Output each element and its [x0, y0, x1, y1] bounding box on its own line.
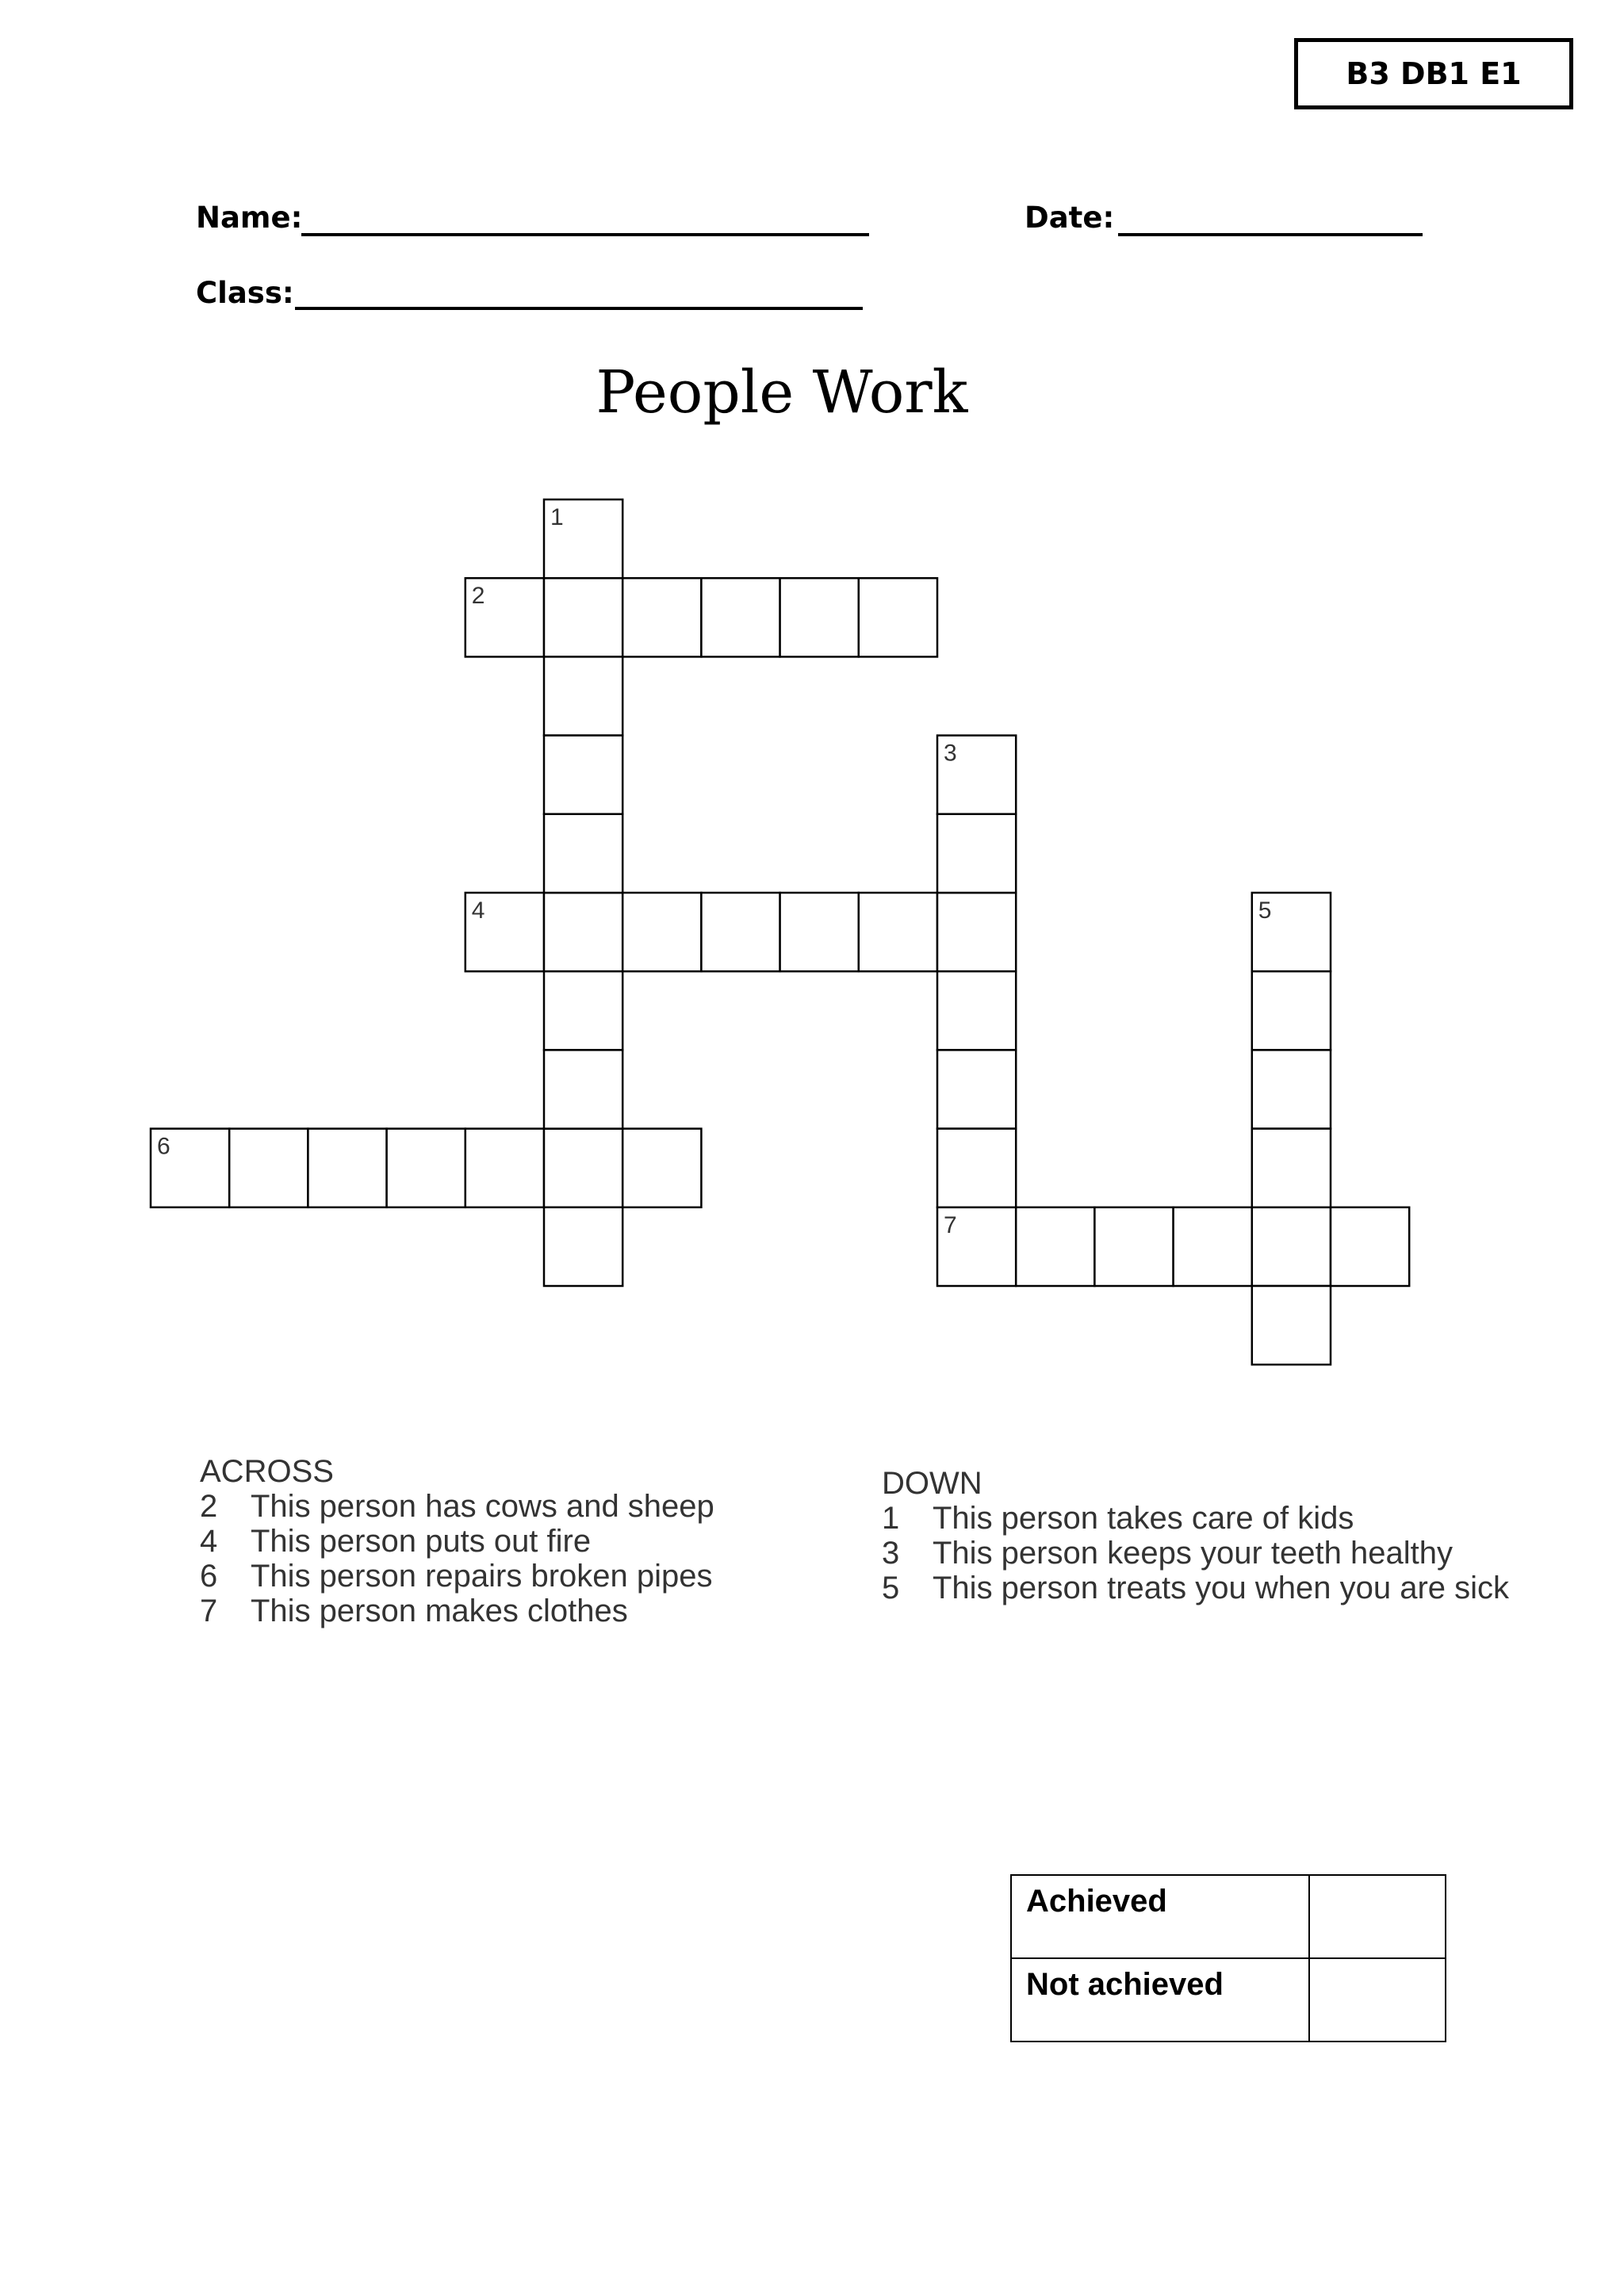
crossword-cell[interactable]	[151, 1129, 229, 1207]
crossword-cell[interactable]	[465, 1129, 544, 1207]
achieved-row	[1011, 1875, 1446, 1958]
clue-text: This person has cows and sheep	[251, 1489, 714, 1524]
not-achieved-checkbox[interactable]	[1309, 1958, 1446, 2042]
crossword-cell[interactable]	[701, 893, 779, 971]
crossword-cell[interactable]	[622, 893, 701, 971]
crossword-cell[interactable]	[622, 578, 701, 656]
clue-item	[882, 1501, 1509, 1536]
crossword-cell[interactable]	[465, 578, 544, 656]
cell-number: 4	[471, 897, 485, 924]
crossword-cell[interactable]	[1016, 1207, 1094, 1286]
cell-number: 1	[550, 504, 564, 530]
crossword-cell[interactable]	[465, 893, 544, 971]
clue-number: 3	[882, 1536, 900, 1571]
date-field[interactable]	[1118, 233, 1423, 236]
assessment-table	[1010, 1874, 1446, 2042]
crossword-cell[interactable]	[544, 1207, 622, 1286]
crossword-cell[interactable]	[937, 814, 1016, 893]
crossword-cell[interactable]	[859, 578, 937, 656]
clue-item	[200, 1489, 714, 1524]
page-title: People Work	[596, 358, 968, 427]
clue-text: This person takes care of kids	[933, 1501, 1354, 1536]
not-achieved-row	[1011, 1958, 1446, 2042]
crossword-cell[interactable]	[780, 893, 859, 971]
cell-number: 2	[471, 583, 485, 610]
crossword-cell[interactable]	[937, 1129, 1016, 1207]
clue-number: 1	[882, 1501, 900, 1536]
crossword-cell[interactable]	[780, 578, 859, 656]
clue-text: This person keeps your teeth healthy	[933, 1536, 1453, 1571]
crossword-cell[interactable]	[544, 1129, 622, 1207]
worksheet-code-box	[1294, 38, 1573, 109]
crossword-cell[interactable]	[1252, 1286, 1331, 1364]
crossword-cell[interactable]	[937, 893, 1016, 971]
crossword-cell[interactable]	[308, 1129, 386, 1207]
crossword-cell[interactable]	[544, 971, 622, 1050]
clue-text: This person repairs broken pipes	[251, 1559, 713, 1594]
down-clues	[882, 1466, 1509, 1605]
worksheet-code: B3 DB1 E1	[1346, 56, 1522, 91]
not-achieved-label: Not achieved	[1011, 1958, 1309, 2042]
clue-number: 6	[200, 1559, 218, 1594]
crossword-cell[interactable]	[229, 1129, 308, 1207]
down-heading: DOWN	[882, 1466, 982, 1501]
cell-number: 3	[944, 740, 957, 767]
class-field[interactable]	[295, 307, 863, 310]
achieved-checkbox[interactable]	[1309, 1875, 1446, 1958]
clue-item	[200, 1594, 714, 1628]
cell-number: 7	[944, 1211, 957, 1238]
crossword-cell[interactable]	[859, 893, 937, 971]
crossword-cell[interactable]	[701, 578, 779, 656]
crossword-cell[interactable]	[1094, 1207, 1173, 1286]
crossword-cell[interactable]	[387, 1129, 465, 1207]
clue-item	[200, 1559, 714, 1594]
clue-item	[882, 1536, 1509, 1571]
name-label: Name:	[196, 201, 303, 235]
cell-number: 5	[1258, 897, 1272, 924]
crossword-cell[interactable]	[1252, 1207, 1331, 1286]
crossword-cell[interactable]	[544, 656, 622, 735]
clue-text: This person puts out fire	[251, 1524, 592, 1559]
across-clues	[200, 1454, 714, 1628]
date-label: Date:	[1025, 201, 1115, 235]
clue-item	[200, 1524, 714, 1559]
crossword-cell[interactable]	[544, 1050, 622, 1128]
crossword-cell[interactable]	[622, 1129, 701, 1207]
crossword-cell[interactable]	[937, 971, 1016, 1050]
crossword-cell[interactable]	[544, 578, 622, 656]
clue-number: 5	[882, 1571, 900, 1605]
crossword-cell[interactable]	[544, 736, 622, 814]
clue-item	[882, 1571, 1509, 1605]
crossword-cell[interactable]	[544, 893, 622, 971]
clue-number: 7	[200, 1594, 218, 1628]
crossword-cell[interactable]	[937, 1050, 1016, 1128]
achieved-label: Achieved	[1011, 1875, 1309, 1958]
crossword-cell[interactable]	[1252, 971, 1331, 1050]
clue-text: This person makes clothes	[251, 1594, 628, 1628]
cell-number: 6	[157, 1133, 170, 1160]
crossword-cell[interactable]	[544, 499, 622, 578]
clue-text: This person treats you when you are sick	[933, 1571, 1510, 1605]
across-heading: ACROSS	[200, 1454, 334, 1489]
crossword-cell[interactable]	[1174, 1207, 1252, 1286]
clue-number: 4	[200, 1524, 218, 1559]
crossword-cell[interactable]	[1331, 1207, 1409, 1286]
clue-number: 2	[200, 1489, 218, 1524]
crossword-cell[interactable]	[1252, 893, 1331, 971]
crossword-cell[interactable]	[544, 814, 622, 893]
name-field[interactable]	[301, 233, 869, 236]
crossword-cell[interactable]	[937, 1207, 1016, 1286]
crossword-cell[interactable]	[937, 736, 1016, 814]
crossword-cell[interactable]	[1252, 1050, 1331, 1128]
class-label: Class:	[196, 276, 294, 310]
crossword-cell[interactable]	[1252, 1129, 1331, 1207]
